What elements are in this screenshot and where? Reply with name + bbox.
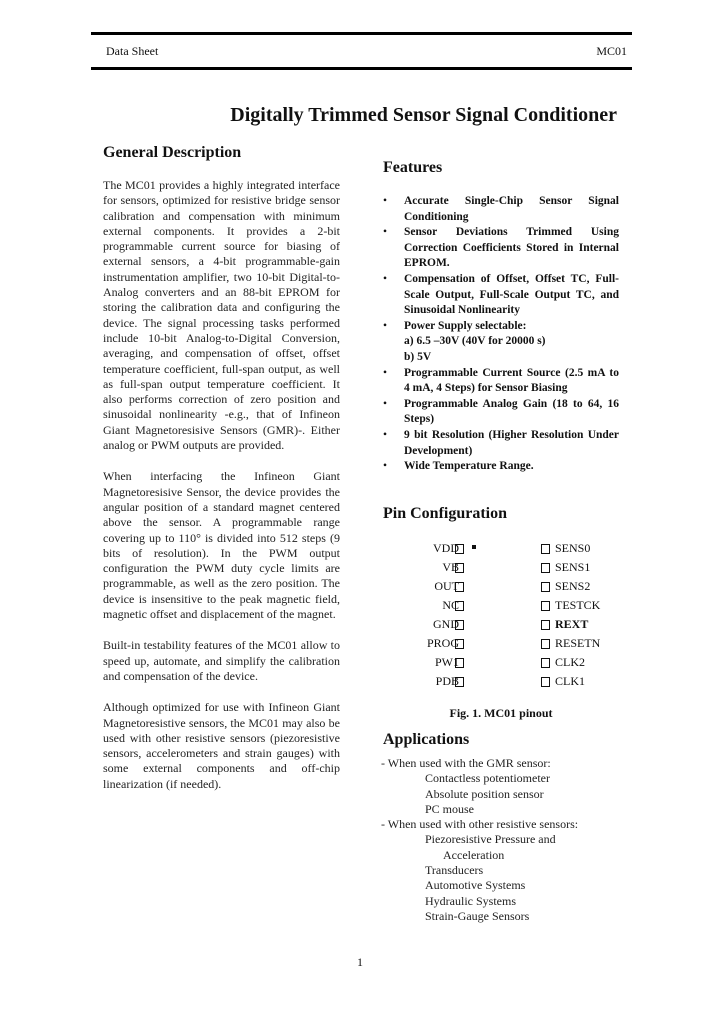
list-item: Automotive Systems [425,878,526,893]
pin-row [414,672,614,691]
pin-box [455,601,464,611]
pin-row [414,577,614,596]
pin-box [455,658,464,668]
left-pin-label: NC [442,598,459,612]
applications-heading: Applications [383,731,470,748]
header-top-rule [91,32,632,35]
feature-item: • Accurate Single-Chip Sensor Signal Conditioning [383,194,619,225]
pin-box [541,582,550,592]
features-heading: Features [383,159,443,176]
list-item: Transducers [425,863,484,878]
pin-box [455,563,464,573]
right-pin-label: REXT [555,617,589,631]
header-bottom-rule [91,67,632,70]
list-item: Piezoresistive Pressure and [425,832,556,847]
feature-item: • Compensation of Offset, Offset TC, Full-Scale Output, Full-Scale Output TC, and Sinusoidal Nonlinearity [383,272,619,319]
right-pin-label: CLK2 [555,655,585,669]
pin-box [541,658,550,668]
document-title: Digitally Trimmed Sensor Signal Conditioner [230,104,617,126]
power-option-b: b) 5V [404,350,432,363]
pin-box [541,677,550,687]
figure-caption: Fig. 1. MC01 pinout [449,706,553,720]
page-number: 1 [357,955,363,969]
other-sensors-intro: - When used with other resistive sensors: [381,817,579,832]
pin-row [414,539,614,558]
feature-item: • Wide Temperature Range. [383,459,619,475]
list-item: Contactless potentiometer [425,771,550,786]
pin-box [455,582,464,592]
pin-row [414,615,614,634]
pin-row [414,653,614,672]
left-pin-label: PW1 [435,655,459,669]
general-description-heading: General Description [103,144,242,161]
pin-configuration-heading: Pin Configuration [383,505,508,522]
feature-item: • Programmable Current Source (2.5 mA to 4 mA, 4 Steps) for Sensor Biasing [383,366,619,397]
gmr-intro: - When used with the GMR sensor: [381,756,551,770]
left-pin-label: PROG [426,636,459,650]
list-item: Absolute position sensor [425,786,544,801]
list-item: Strain-Gauge Sensors [425,908,530,923]
left-pin-label: VDD [433,541,459,555]
pin-row [414,596,614,615]
right-pin-label: SENS0 [555,541,591,555]
pin-box [455,544,464,554]
right-pin-label: SENS1 [555,560,591,574]
pin-box [541,563,550,573]
pin-row [414,634,614,653]
pin-box [455,620,464,630]
pinout-diagram [414,539,614,691]
right-pin-label: SENS2 [555,579,591,593]
feature-item: • 9 bit Resolution (Higher Resolution Under Development) [383,428,619,459]
header-part-number: MC01 [596,44,627,58]
left-pin-label: PDB [435,674,459,688]
general-description-section [103,144,340,808]
pin1-marker [472,545,476,549]
description-paragraph-2: When interfacing the Infineon Giant Magnetoresisive Sensor, the device provides the angular position of a standard magnet centered above the sensor. A programmable range covering up to 110° is divided into 512 steps (9 bits of resolution). In the PWM output configuration the PWM duty cycle limits are programmable, as well as the zero position. The device is insensitive to the peak magnetic field, magnetic offset and displacement of the magnet. [103,469,340,622]
pin-box [455,639,464,649]
header-doc-type: Data Sheet [106,44,159,58]
left-pin-label: GND [433,617,459,631]
features-list [383,194,619,475]
right-pin-label: TESTCK [555,598,601,612]
right-pin-label: RESETN [555,636,601,650]
pin-box [541,620,550,630]
description-paragraph-1: The MC01 provides a highly integrated interface for sensors, optimized for resistive bridge sensor calibration and compensation with minimum external components. It provides a 2-bit programmable current source for biasing of external sensors, a 4-bit programmable-gain instrumentation amplifier, two 10-bit Digital-to-Analog converters and an 88-bit EPROM for storing the calibration data and configuring the device. The signal processing tasks performed include 10-bit Analog-to-Digital Conversion, averaging, and compensation of offset, offset temperature coefficient, full-span output, as well as full-span output temperature coefficient. It also performs correction of zero position and sinusoidal nonlinearity -e.g., that of Infineon Giant Magnetoresisive Sensors (GMR)-. Either analog or PWM outputs are provided. [103,178,340,453]
list-item: Acceleration [443,847,505,862]
list-item: Hydraulic Systems [425,893,516,908]
feature-item: • Sensor Deviations Trimmed Using Correction Coefficients Stored in Internal EPROM. [383,225,619,272]
description-paragraph-3: Built-in testability features of the MC01 allow to speed up, automate, and simplify the calibration and compensation of the device. [103,638,340,683]
right-pin-label: CLK1 [555,674,585,688]
description-paragraph-4: Although optimized for use with Infineon Giant Magnetoresistive sensors, the MC01 may also be used with other resistive sensors (piezoresistive sensors, accelerometers and strain gauges) with some external components and off-chip linearization (if needed). [103,700,340,791]
pin-box [455,677,464,687]
feature-item: • Power Supply selectable: a) 6.5 –30V (40V for 20000 s) b) 5V [383,319,619,366]
pin-box [541,639,550,649]
left-pin-label: VB [442,560,459,574]
power-option-a: a) 6.5 –30V (40V for 20000 s) [404,335,546,348]
list-item: PC mouse [425,801,475,816]
left-pin-label: OUT [434,579,459,593]
applications-list [381,756,621,924]
pin-row [414,558,614,577]
feature-item: • Programmable Analog Gain (18 to 64, 16 Steps) [383,397,619,428]
pin-box [541,544,550,554]
pin-box [541,601,550,611]
